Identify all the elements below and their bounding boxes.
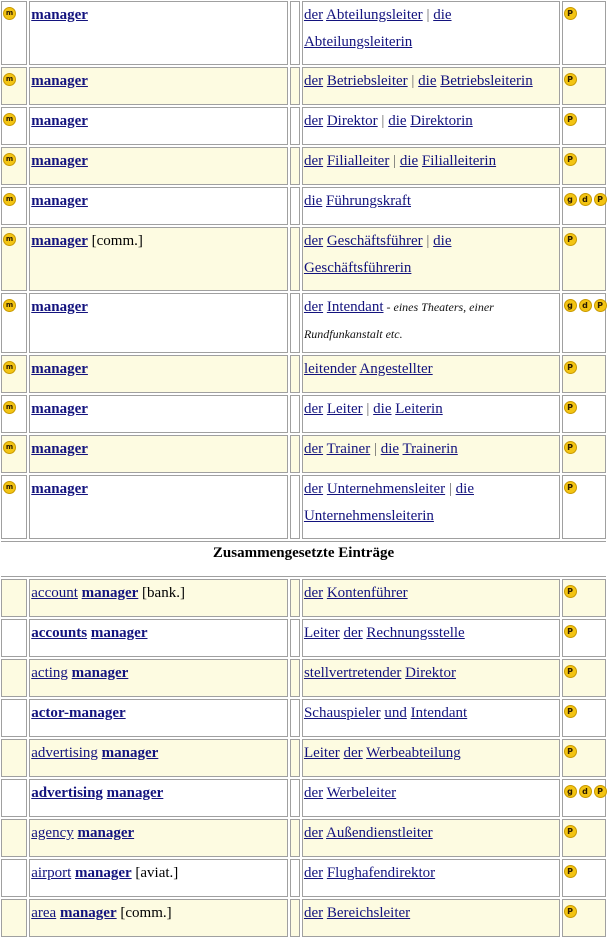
english-term-cell — [29, 67, 288, 105]
separator: | — [389, 153, 400, 169]
german-term-link[interactable]: Intendant — [326, 299, 384, 315]
english-term-cell — [29, 187, 288, 225]
icon-cell — [1, 779, 27, 817]
flags-cell — [562, 619, 606, 657]
german-term-link[interactable]: der — [303, 441, 324, 457]
german-term-link[interactable]: der — [303, 299, 324, 315]
divider-cell — [290, 659, 300, 697]
german-term-link[interactable]: Werbeleiter — [326, 785, 397, 801]
german-term-link[interactable]: Unternehmensleiterin — [303, 508, 434, 524]
entry-row — [1, 227, 606, 291]
german-term-link[interactable]: der — [303, 153, 324, 169]
german-term-link[interactable]: stellvertretender — [303, 665, 402, 681]
english-term-link[interactable]: manager — [31, 481, 88, 497]
english-term-link[interactable]: acting — [31, 665, 68, 681]
entry-row — [1, 859, 606, 897]
german-term-link[interactable]: die — [433, 7, 452, 23]
german-term-cell — [302, 435, 560, 473]
german-term-cell — [302, 355, 560, 393]
main-entries — [1, 1, 606, 539]
english-term-link[interactable]: manager — [81, 585, 139, 601]
flags-cell — [562, 899, 606, 937]
english-term-cell — [29, 227, 288, 291]
entry-row — [1, 659, 606, 697]
entry-row — [1, 699, 606, 737]
text: [bank.] — [138, 585, 185, 601]
english-term-cell — [29, 659, 288, 697]
german-term-link[interactable]: Direktor — [405, 665, 456, 681]
divider-cell — [290, 899, 300, 937]
english-term-link[interactable]: accounts — [31, 625, 88, 641]
icon-cell — [1, 739, 27, 777]
german-term-link[interactable]: die — [373, 401, 392, 417]
english-term-link[interactable]: manager — [31, 7, 88, 23]
icon-cell — [1, 699, 27, 737]
flags-cell — [562, 1, 606, 65]
english-term-cell — [29, 779, 288, 817]
flags-cell — [562, 739, 606, 777]
english-term-cell — [29, 619, 288, 657]
german-term-link[interactable]: Leiterin — [395, 401, 443, 417]
german-term-link[interactable]: der — [303, 585, 324, 601]
english-term-cell — [29, 435, 288, 473]
pronunciation-icon[interactable]: P — [564, 233, 577, 246]
english-term-link[interactable]: airport — [31, 865, 72, 881]
flags-cell — [562, 475, 606, 539]
divider-cell — [290, 355, 300, 393]
divider-cell — [290, 147, 300, 185]
german-term-link[interactable]: die — [455, 481, 474, 497]
mobile-icon[interactable]: m — [3, 481, 16, 494]
english-term-link[interactable]: manager — [106, 785, 164, 801]
divider-cell — [290, 67, 300, 105]
german-term-link[interactable]: Trainerin — [402, 441, 458, 457]
english-term-link[interactable]: actor-manager — [31, 705, 126, 721]
icon-cell — [1, 395, 27, 433]
divider-cell — [290, 1, 300, 65]
icon-cell — [1, 67, 27, 105]
english-term-link[interactable]: advertising — [31, 745, 98, 761]
pronunciation-icon[interactable]: P — [564, 625, 577, 638]
flags-cell — [562, 147, 606, 185]
english-term-link[interactable]: account — [31, 585, 78, 601]
english-term-link[interactable]: manager — [31, 441, 88, 457]
english-term-link[interactable]: manager — [31, 73, 88, 89]
english-term-link[interactable]: manager — [71, 665, 129, 681]
german-term-link[interactable]: Unternehmensleiter — [326, 481, 446, 497]
grammar-icon[interactable]: g — [564, 193, 577, 206]
compound-section — [1, 541, 606, 577]
grammar-icon[interactable]: g — [564, 785, 577, 798]
english-term-link[interactable]: manager — [31, 193, 88, 209]
separator: | — [407, 73, 419, 89]
pronunciation-icon[interactable]: P — [564, 441, 577, 454]
german-term-cell — [302, 147, 560, 185]
english-term-cell — [29, 293, 288, 353]
entry-row — [1, 579, 606, 617]
entry-row — [1, 187, 606, 225]
english-term-link[interactable]: manager — [74, 865, 132, 881]
english-term-cell — [29, 819, 288, 857]
german-term-link[interactable]: und — [384, 705, 407, 721]
pronunciation-icon[interactable]: P — [594, 785, 607, 798]
german-term-cell — [302, 659, 560, 697]
german-term-link[interactable]: der — [303, 113, 324, 129]
divider-cell — [290, 619, 300, 657]
german-term-link[interactable]: Rechnungsstelle — [366, 625, 465, 641]
english-term-link[interactable]: manager — [31, 233, 88, 249]
flags-cell — [562, 107, 606, 145]
english-term-link[interactable]: agency — [31, 825, 74, 841]
icon-cell — [1, 859, 27, 897]
entry-row — [1, 293, 606, 353]
icon-cell — [1, 1, 27, 65]
english-term-link[interactable]: manager — [31, 113, 88, 129]
flags-cell — [562, 187, 606, 225]
separator: | — [377, 113, 389, 129]
flags-cell — [562, 293, 606, 353]
german-term-link[interactable]: Flughafendirektor — [326, 865, 436, 881]
divider-cell — [290, 395, 300, 433]
german-term-link[interactable]: die — [418, 73, 437, 89]
german-term-link[interactable]: die — [399, 153, 419, 169]
german-term-link[interactable]: Betriebsleiterin — [440, 73, 533, 89]
german-term-link[interactable]: der — [303, 785, 324, 801]
entry-row — [1, 435, 606, 473]
divider-cell — [290, 107, 300, 145]
section-header-row — [1, 541, 606, 577]
german-term-link[interactable]: Direktor — [326, 113, 378, 129]
entry-row — [1, 355, 606, 393]
entry-row — [1, 107, 606, 145]
german-term-link[interactable]: die — [433, 233, 452, 249]
flags-cell — [562, 395, 606, 433]
mobile-icon[interactable]: m — [3, 153, 16, 166]
german-term-cell — [302, 579, 560, 617]
german-term-link[interactable]: Geschäftsführer — [326, 233, 423, 249]
mobile-icon[interactable]: m — [3, 361, 16, 374]
grammar-icon[interactable]: g — [564, 299, 577, 312]
entry-row — [1, 395, 606, 433]
german-term-link[interactable]: die — [303, 193, 323, 209]
flags-cell — [562, 819, 606, 857]
entry-row — [1, 619, 606, 657]
german-term-cell — [302, 293, 560, 353]
german-term-link[interactable]: Werbeabteilung — [366, 745, 461, 761]
german-term-cell — [302, 395, 560, 433]
entry-row — [1, 67, 606, 105]
divider-cell — [290, 293, 300, 353]
divider-cell — [290, 435, 300, 473]
german-term-cell — [302, 899, 560, 937]
mobile-icon[interactable]: m — [3, 113, 16, 126]
pronunciation-icon[interactable]: P — [564, 73, 577, 86]
german-term-link[interactable]: der — [303, 865, 324, 881]
flags-cell — [562, 67, 606, 105]
declension-icon[interactable]: d — [579, 299, 592, 312]
german-term-link[interactable]: der — [303, 401, 324, 417]
entry-row — [1, 147, 606, 185]
english-term-cell — [29, 859, 288, 897]
pronunciation-icon[interactable]: P — [564, 705, 577, 718]
mobile-icon[interactable]: m — [3, 7, 16, 20]
german-term-link[interactable]: Schauspieler — [303, 705, 381, 721]
separator: | — [370, 441, 381, 457]
mobile-icon[interactable]: m — [3, 233, 16, 246]
icon-cell — [1, 435, 27, 473]
icon-cell — [1, 107, 27, 145]
pronunciation-icon[interactable]: P — [564, 825, 577, 838]
english-term-link[interactable]: manager — [101, 745, 159, 761]
german-term-link[interactable]: Leiter — [303, 745, 340, 761]
mobile-icon[interactable]: m — [3, 441, 16, 454]
mobile-icon[interactable]: m — [3, 299, 16, 312]
flags-cell — [562, 435, 606, 473]
pronunciation-icon[interactable]: P — [564, 585, 577, 598]
german-term-link[interactable]: der — [303, 825, 324, 841]
icon-cell — [1, 899, 27, 937]
english-term-cell — [29, 1, 288, 65]
pronunciation-icon[interactable]: P — [564, 401, 577, 414]
german-term-link[interactable]: der — [303, 905, 324, 921]
text: [comm.] — [116, 905, 172, 921]
section-title: Zusammengesetzte Einträge — [1, 541, 606, 577]
german-term-link[interactable]: Intendant — [410, 705, 468, 721]
separator: | — [422, 233, 434, 249]
german-term-link[interactable]: Leiter — [303, 625, 340, 641]
divider-cell — [290, 475, 300, 539]
german-term-link[interactable]: Kontenführer — [326, 585, 408, 601]
divider-cell — [290, 227, 300, 291]
pronunciation-icon[interactable]: P — [564, 153, 577, 166]
icon-cell — [1, 355, 27, 393]
divider-cell — [290, 739, 300, 777]
english-term-cell — [29, 699, 288, 737]
german-term-link[interactable]: die — [388, 113, 407, 129]
german-term-link[interactable]: der — [343, 745, 363, 761]
german-term-cell — [302, 779, 560, 817]
german-term-link[interactable]: der — [303, 73, 324, 89]
divider-cell — [290, 187, 300, 225]
text: [comm.] — [87, 233, 143, 249]
english-term-link[interactable]: manager — [77, 825, 135, 841]
english-term-cell — [29, 355, 288, 393]
german-term-link[interactable]: Abteilungsleiterin — [303, 34, 413, 50]
german-term-cell — [302, 859, 560, 897]
declension-icon[interactable]: d — [579, 785, 592, 798]
german-term-link[interactable]: Geschäftsführerin — [303, 260, 412, 276]
german-term-cell — [302, 227, 560, 291]
entry-row — [1, 1, 606, 65]
german-term-link[interactable]: der — [343, 625, 363, 641]
separator: | — [362, 401, 374, 417]
german-term-link[interactable]: Abteilungsleiter — [326, 7, 423, 23]
icon-cell — [1, 579, 27, 617]
german-term-link[interactable]: Betriebsleiter — [326, 73, 408, 89]
divider-cell — [290, 859, 300, 897]
german-term-link[interactable]: der — [303, 7, 324, 23]
entry-row — [1, 739, 606, 777]
english-term-link[interactable]: advertising — [31, 785, 103, 801]
pronunciation-icon[interactable]: P — [564, 905, 577, 918]
german-term-cell — [302, 739, 560, 777]
icon-cell — [1, 619, 27, 657]
german-term-cell — [302, 1, 560, 65]
english-term-cell — [29, 579, 288, 617]
divider-cell — [290, 699, 300, 737]
english-term-cell — [29, 147, 288, 185]
icon-cell — [1, 475, 27, 539]
german-term-link[interactable]: die — [380, 441, 400, 457]
german-term-link[interactable]: Filialleiter — [326, 153, 390, 169]
english-term-cell — [29, 107, 288, 145]
flags-cell — [562, 779, 606, 817]
english-term-link[interactable]: manager — [31, 153, 88, 169]
declension-icon[interactable]: d — [579, 193, 592, 206]
german-term-link[interactable]: Direktorin — [410, 113, 473, 129]
german-term-cell — [302, 187, 560, 225]
english-term-link[interactable]: area — [31, 905, 57, 921]
pronunciation-icon[interactable]: P — [594, 299, 607, 312]
german-term-cell — [302, 475, 560, 539]
german-term-link[interactable]: Bereichsleiter — [326, 905, 411, 921]
text: [aviat.] — [131, 865, 179, 881]
icon-cell — [1, 819, 27, 857]
english-term-link[interactable]: manager — [90, 625, 148, 641]
pronunciation-icon[interactable]: P — [564, 865, 577, 878]
divider-cell — [290, 819, 300, 857]
flags-cell — [562, 659, 606, 697]
english-term-cell — [29, 899, 288, 937]
english-term-link[interactable]: manager — [59, 905, 117, 921]
mobile-icon[interactable]: m — [3, 193, 16, 206]
german-term-cell — [302, 619, 560, 657]
separator: | — [445, 481, 456, 497]
entry-row — [1, 819, 606, 857]
pronunciation-icon[interactable]: P — [564, 665, 577, 678]
english-term-link[interactable]: manager — [31, 299, 88, 315]
flags-cell — [562, 699, 606, 737]
icon-cell — [1, 293, 27, 353]
english-term-link[interactable]: manager — [31, 401, 88, 417]
pronunciation-icon[interactable]: P — [564, 745, 577, 758]
icon-cell — [1, 227, 27, 291]
german-term-link[interactable]: Führungskraft — [326, 193, 412, 209]
german-term-link[interactable]: Filialleiterin — [421, 153, 497, 169]
separator: | — [422, 7, 434, 23]
entry-row — [1, 475, 606, 539]
german-term-link[interactable]: der — [303, 481, 324, 497]
usage-note: - eines Theaters, einer Rundfunkanstalt etc. — [303, 300, 494, 341]
divider-cell — [290, 779, 300, 817]
english-term-link[interactable]: manager — [31, 361, 88, 377]
german-term-link[interactable]: der — [303, 233, 324, 249]
icon-cell — [1, 147, 27, 185]
english-term-cell — [29, 475, 288, 539]
german-term-cell — [302, 107, 560, 145]
flags-cell — [562, 227, 606, 291]
pronunciation-icon[interactable]: P — [564, 361, 577, 374]
icon-cell — [1, 187, 27, 225]
pronunciation-icon[interactable]: P — [564, 481, 577, 494]
german-term-link[interactable]: Außendienstleiter — [326, 825, 433, 841]
pronunciation-icon[interactable]: P — [594, 193, 607, 206]
german-term-link[interactable]: Leiter — [326, 401, 363, 417]
english-term-cell — [29, 395, 288, 433]
english-term-cell — [29, 739, 288, 777]
flags-cell — [562, 579, 606, 617]
compound-entries — [1, 579, 606, 937]
entry-row — [1, 899, 606, 937]
pronunciation-icon[interactable]: P — [564, 7, 577, 20]
pronunciation-icon[interactable]: P — [564, 113, 577, 126]
mobile-icon[interactable]: m — [3, 73, 16, 86]
german-term-link[interactable]: Trainer — [326, 441, 371, 457]
german-term-link[interactable]: leitender — [303, 361, 357, 377]
icon-cell — [1, 659, 27, 697]
entry-row — [1, 779, 606, 817]
mobile-icon[interactable]: m — [3, 401, 16, 414]
german-term-cell — [302, 699, 560, 737]
german-term-cell — [302, 819, 560, 857]
divider-cell — [290, 579, 300, 617]
flags-cell — [562, 355, 606, 393]
flags-cell — [562, 859, 606, 897]
german-term-cell — [302, 67, 560, 105]
german-term-link[interactable]: Angestellter — [359, 361, 433, 377]
